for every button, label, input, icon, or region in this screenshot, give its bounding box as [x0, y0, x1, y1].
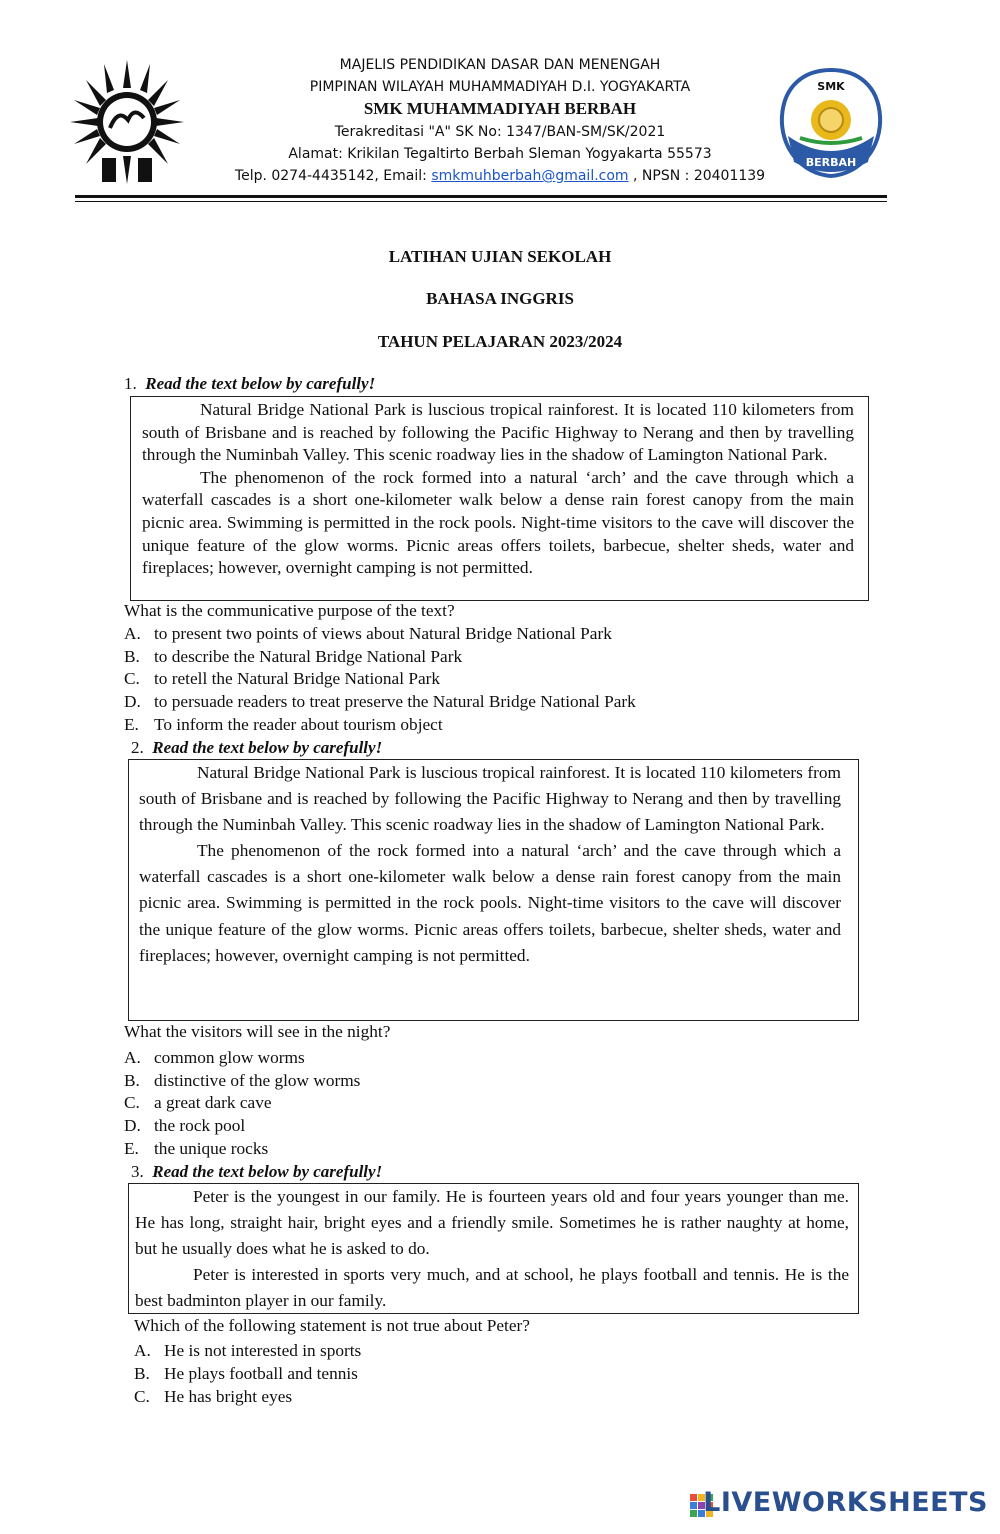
subject-title: BAHASA INGGRIS — [426, 289, 574, 308]
question-2-prompt: What the visitors will see in the night? — [124, 1022, 391, 1041]
option-e[interactable]: E. the unique rocks — [124, 1139, 269, 1158]
passage-paragraph: The phenomenon of the rock formed into a natural ‘arch’ and the cave through which a waterfall cascades is a short one-kilometer walk below a dense rain forest canopy from the main picnic area. Swimming is permitted in the rock pools. Night-time visitors to the cave will discover the unique feature of the glow worms. Picnic areas offers toilets, barbecue, shelter sheds, water and fireplaces; however, overnight camping is not permitted. — [139, 841, 841, 965]
option-b[interactable]: B. to describe the Natural Bridge National Park — [124, 647, 463, 666]
email-link[interactable]: smkmuhberbah@gmail.com — [431, 168, 629, 184]
question-1-heading — [124, 374, 375, 394]
option-c[interactable]: C. He has bright eyes — [134, 1387, 293, 1406]
question-number: 1. — [124, 374, 137, 393]
option-d[interactable]: D. the rock pool — [124, 1116, 246, 1135]
question-2-passage — [128, 759, 859, 1021]
option-b[interactable]: B. He plays football and tennis — [134, 1364, 358, 1383]
passage-paragraph: Natural Bridge National Park is luscious tropical rainforest. It is located 110 kilometers from south of Brisbane and is reached by following the Pacific Highway to Nerang and then by travelling through the Numinbah Valley. This scenic roadway lies in the shadow of Lamington National Park. — [142, 400, 854, 465]
question-1-prompt: What is the communicative purpose of the text? — [124, 601, 455, 620]
school-name: SMK MUHAMMADIYAH BERBAH — [363, 99, 637, 118]
question-instruction: Read the text below by carefully! — [152, 738, 383, 757]
option-a[interactable]: A. common glow worms — [124, 1048, 305, 1067]
passage-paragraph: Natural Bridge National Park is luscious tropical rainforest. It is located 110 kilometers from south of Brisbane and is reached by following the Pacific Highway to Nerang and then by travelling through the Numinbah Valley. This scenic roadway lies in the shadow of Lamington National Park. — [139, 763, 841, 835]
option-c[interactable]: C. to retell the Natural Bridge National Park — [124, 669, 441, 688]
question-number: 2. — [131, 738, 144, 757]
liveworksheets-watermark: LIVEWORKSHEETS — [703, 1487, 988, 1518]
accreditation: Terakreditasi "A" SK No: 1347/BAN-SM/SK/2021 — [334, 124, 666, 140]
logo-bottom-text: BERBAH — [805, 156, 857, 169]
question-instruction: Read the text below by carefully! — [152, 1162, 383, 1181]
question-2-heading — [131, 738, 382, 758]
logo-top-text: SMK — [817, 80, 845, 93]
option-a[interactable]: A. to present two points of views about Natural Bridge National Park — [124, 624, 612, 643]
passage-paragraph: The phenomenon of the rock formed into a natural ‘arch’ and the cave through which a waterfall cascades is a short one-kilometer walk below a dense rain forest canopy from the main picnic area. Swimming is permitted in the rock pools. Night-time visitors to the cave will discover the unique feature of the glow worms. Picnic areas offers toilets, barbecue, shelter sheds, water and fireplaces; however, overnight camping is not permitted. — [142, 467, 854, 578]
question-3-heading — [131, 1162, 382, 1182]
option-d[interactable]: D. to persuade readers to treat preserve the Natural Bridge National Park — [124, 692, 636, 711]
question-3-prompt: Which of the following statement is not true about Peter? — [134, 1316, 530, 1335]
header-rule-thin — [75, 201, 887, 202]
year-title: TAHUN PELAJARAN 2023/2024 — [377, 332, 623, 351]
question-1-passage — [130, 396, 869, 601]
question-instruction: Read the text below by carefully! — [145, 374, 376, 393]
exam-title: LATIHAN UJIAN SEKOLAH — [388, 247, 612, 266]
option-e[interactable]: E. To inform the reader about tourism object — [124, 715, 443, 734]
address: Alamat: Krikilan Tegaltirto Berbah Sleman Yogyakarta 55573 — [288, 146, 712, 162]
question-3-passage — [128, 1183, 859, 1314]
passage-paragraph: Peter is interested in sports very much, and at school, he plays football and tennis. He is the best badminton player in our family. — [135, 1265, 849, 1311]
passage-paragraph: Peter is the youngest in our family. He is fourteen years old and four years younger than me. He has long, straight hair, bright eyes and a friendly smile. Sometimes he is rather naughty at home, but he usually does what he is asked to do. — [135, 1187, 849, 1259]
contact-prefix: Telp. 0274-4435142, Email: — [234, 168, 432, 184]
contact-suffix: , NPSN : 20401139 — [628, 168, 766, 184]
contact-line — [0, 165, 1000, 187]
header-rule-thick — [75, 195, 887, 198]
question-number: 3. — [131, 1162, 144, 1181]
letterhead-line1: MAJELIS PENDIDIKAN DASAR DAN MENENGAH — [339, 57, 661, 73]
letterhead-line2: PIMPINAN WILAYAH MUHAMMADIYAH D.I. YOGYAKARTA — [309, 79, 691, 95]
option-c[interactable]: C. a great dark cave — [124, 1093, 272, 1112]
option-a[interactable]: A. He is not interested in sports — [134, 1341, 362, 1360]
option-b[interactable]: B. distinctive of the glow worms — [124, 1071, 361, 1090]
